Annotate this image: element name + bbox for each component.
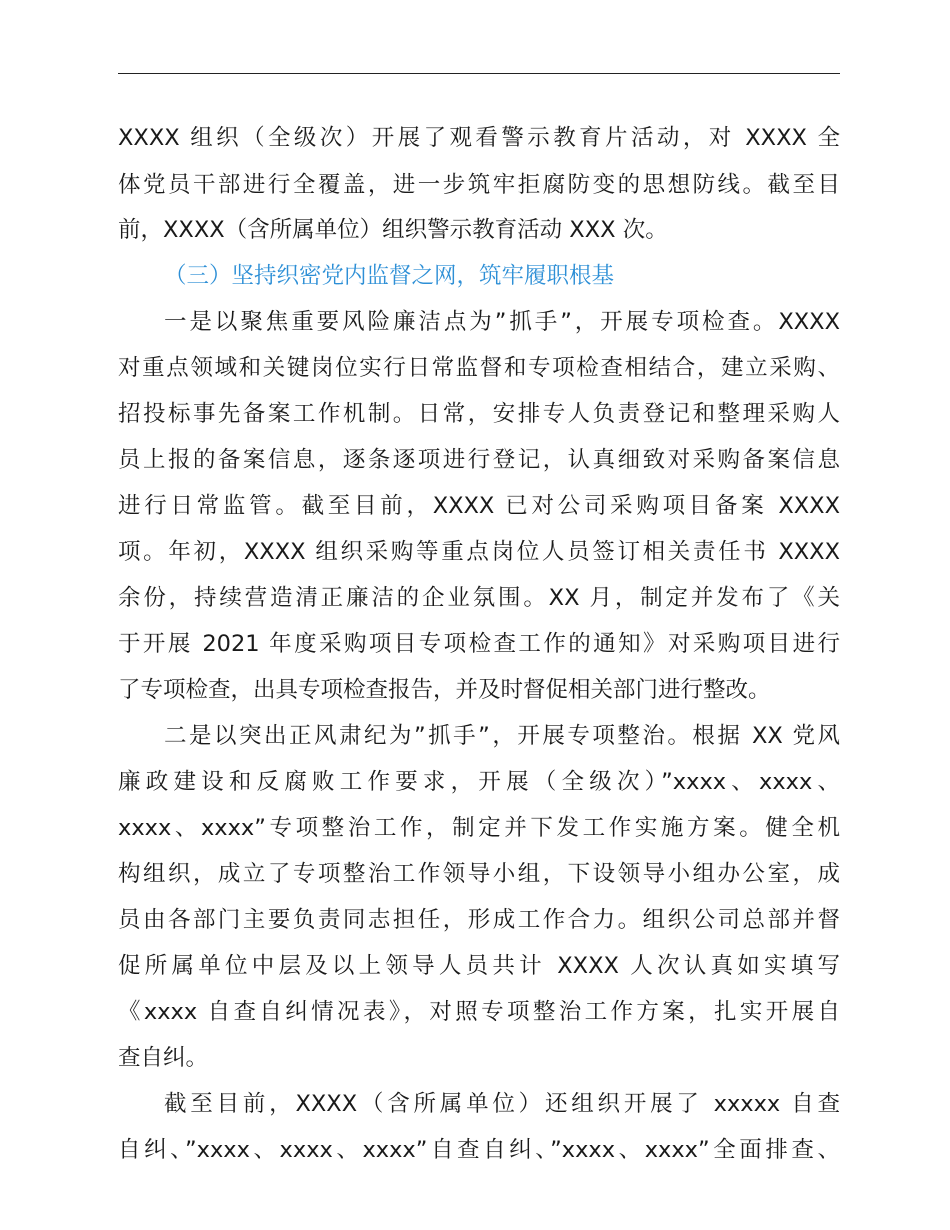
body-line: 《xxxx 自查自纠情况表》，对照专项整治工作方案，扎实开展自 bbox=[118, 999, 840, 1025]
body-line: 于开展 2021 年度采购项目专项检查工作的通知》对采购项目进行 bbox=[118, 631, 840, 657]
body-line: 余份，持续营造清正廉洁的企业氛围。XX 月，制定并发布了《关 bbox=[118, 585, 840, 611]
body-line: 构组织，成立了专项整治工作领导小组，下设领导小组办公室，成 bbox=[118, 861, 840, 887]
body-line: 进行日常监管。截至目前，XXXX 已对公司采购项目备案 XXXX bbox=[118, 493, 840, 519]
body-line: 项。年初，XXXX 组织采购等重点岗位人员签订相关责任书 XXXX bbox=[118, 539, 840, 565]
body-line: 查自纠。 bbox=[118, 1045, 209, 1071]
body-line: 了专项检查，出具专项检查报告，并及时督促相关部门进行整改。 bbox=[118, 677, 771, 703]
body-line: 促所属单位中层及以上领导人员共计 XXXX 人次认真如实填写 bbox=[118, 953, 840, 979]
body-line: xxxx、xxxx”专项整治工作，制定并下发工作实施方案。健全机 bbox=[118, 815, 840, 841]
body-line: 对重点领域和关键岗位实行日常监督和专项检查相结合，建立采购、 bbox=[118, 355, 840, 381]
section-heading: （三）坚持织密党内监督之网，筑牢履职根基 bbox=[164, 263, 615, 289]
body-line: XXXX 组织（全级次）开展了观看警示教育片活动，对 XXXX 全 bbox=[118, 125, 840, 151]
body-line: 自纠、”xxxx、xxxx、xxxx”自查自纠、”xxxx、xxxx”全面排查、 bbox=[118, 1137, 840, 1163]
paragraph-first-line: 截至目前，XXXX（含所属单位）还组织开展了 xxxxx 自查 bbox=[164, 1091, 840, 1117]
paragraph-first-line: 二是以突出正风肃纪为”抓手”，开展专项整治。根据 XX 党风 bbox=[164, 723, 840, 749]
body-line: 前，XXXX（含所属单位）组织警示教育活动 XXX 次。 bbox=[118, 217, 668, 243]
body-line: 员上报的备案信息，逐条逐项进行登记，认真细致对采购备案信息 bbox=[118, 447, 840, 473]
body-line: 体党员干部进行全覆盖，进一步筑牢拒腐防变的思想防线。截至目 bbox=[118, 172, 840, 198]
body-line: 招投标事先备案工作机制。日常，安排专人负责登记和整理采购人 bbox=[118, 401, 840, 427]
paragraph-first-line: 一是以聚焦重要风险廉洁点为”抓手”，开展专项检查。XXXX bbox=[164, 309, 840, 335]
header-rule bbox=[118, 73, 840, 74]
body-line: 员由各部门主要负责同志担任，形成工作合力。组织公司总部并督 bbox=[118, 907, 840, 933]
body-line: 廉政建设和反腐败工作要求，开展（全级次）”xxxx、xxxx、 bbox=[118, 769, 840, 795]
